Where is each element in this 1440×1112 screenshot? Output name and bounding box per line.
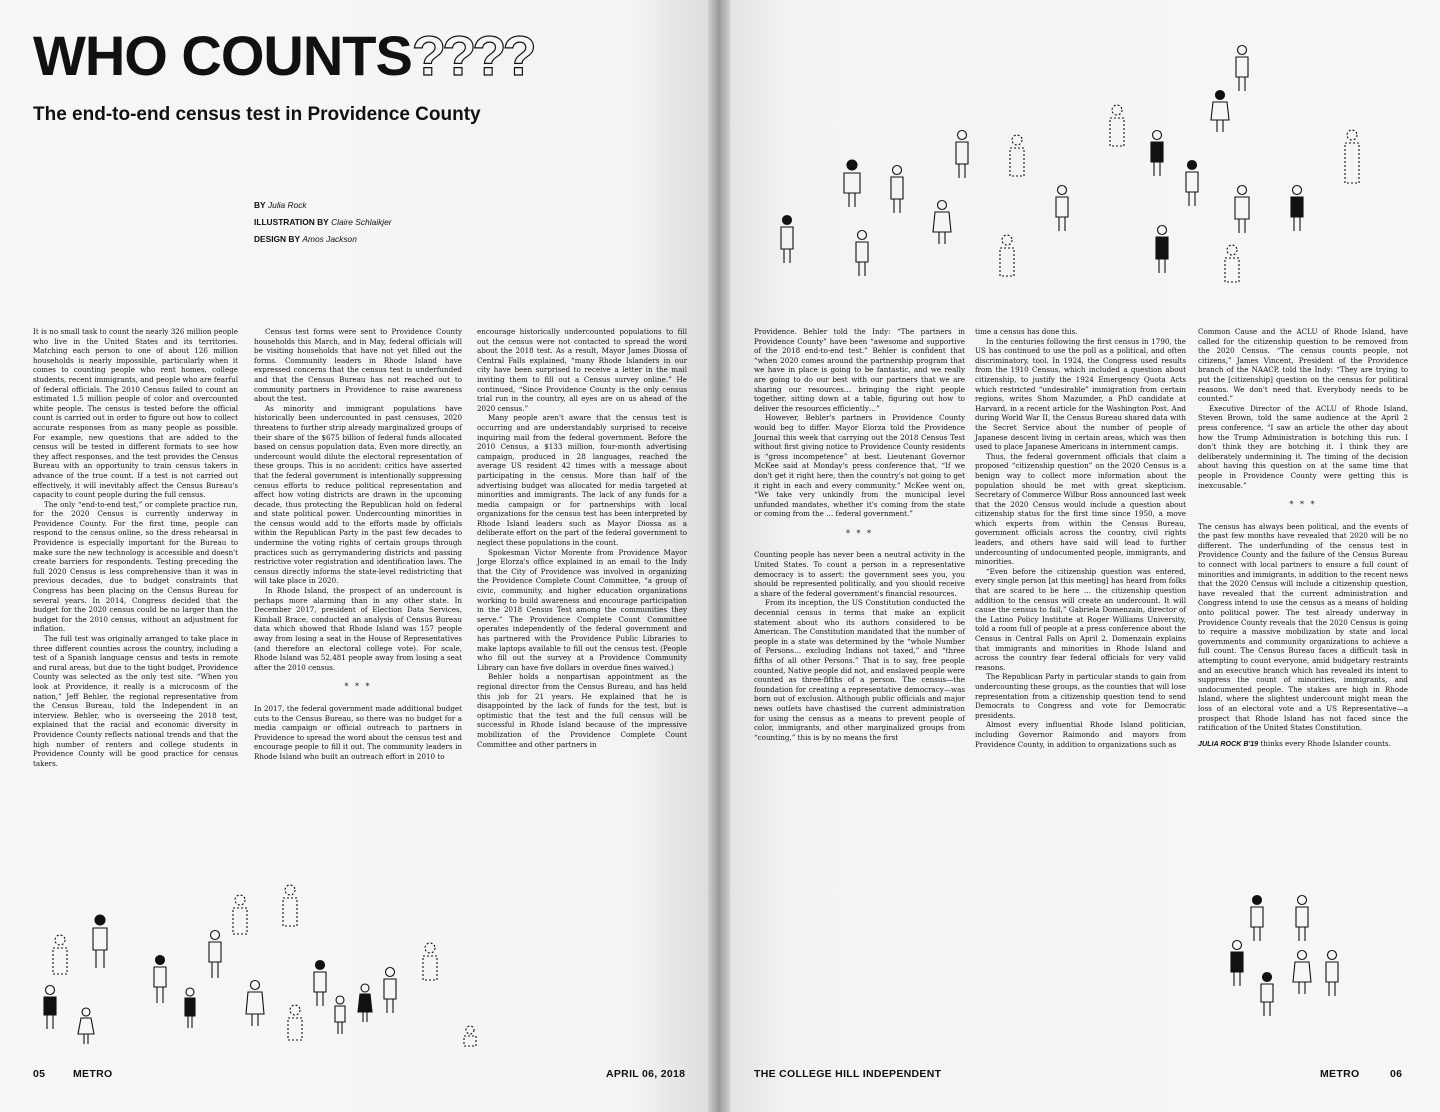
paragraph: “Even before the citizenship question was entered, every single person [at this meeting] has heard from folks that are scared to be here … the citizenship question addition to the census will create an undercount. It will cause the census to fail,” Gabriela Domenzain, director of the Latino Policy Institute at Roger Williams University, told a room full of people at a press conference about the Census in Central Falls on April 2. Domenzain explains that immigrants and minorities in Rhode Island and across the country fear federal officials for very valid reasons. — [975, 566, 1186, 672]
article-column-6 — [1198, 327, 1408, 749]
subheadline: The end-to-end census test in Providence County — [33, 104, 481, 125]
person-figure — [78, 1008, 94, 1044]
person-figure — [1251, 896, 1263, 942]
author-bio-name: JULIA ROCK B'19 — [1198, 739, 1259, 748]
section-separator: * * * — [344, 682, 372, 692]
person-figure — [154, 956, 166, 1004]
article-column-1 — [33, 327, 238, 768]
paragraph: The only “end-to-end test,” or complete practice run, for the 2020 Census is currently underway in Providence County. For the first time, people can respond to the census online, so the dress rehearsal in Providence is especially important for the Bureau to make sure the new technology is accessible and doesn't create barriers for respondents. Testing preceding the full 2020 Census is less comprehensive than it was in previous decades, due to budget constraints that Congress has been placing on the Census Bureau for several years. In 2014, Congress decided that the budget for the 2020 census could be no larger than the budget for the 2010 census, without an adjustment for inflation. — [33, 499, 238, 634]
person-figure — [1291, 186, 1303, 232]
person-outline — [1110, 105, 1124, 146]
headline-main: WHO COUNTS — [33, 24, 412, 87]
paragraph: As minority and immigrant populations have historically been undercounted in past censuses, 2020 threatens to further strip already marginalized groups of their share of the $675 billion of federal funds allocated based on census population data. Even more directly, an undercount would dilute the electoral representation of these groups. This is no accident: critics have asserted that the federal government is intentionally suppressing census efforts to reduce political representation and affect how voting districts are drawn in the upcoming decade, thus protecting the Republican hold on federal and state political power. Undercounting minorities in the census would add to the efforts made by officials within the Republican Party in the past few decades to undermine the voting rights of certain groups through practices such as gerrymandering districts and passing restrictive voter registration and identification laws. The census directly informs the state-level redistricting that will take place in 2020. — [254, 403, 462, 586]
person-figure — [1261, 973, 1273, 1017]
person-figure — [844, 160, 860, 207]
page-number-right: 06 — [1390, 1068, 1403, 1080]
left-page — [0, 0, 714, 1112]
credit-illustration: ILLUSTRATION BY Claire Schlaikjer — [254, 217, 392, 227]
person-figure — [933, 201, 951, 245]
people-illustration-bottom-right — [1212, 885, 1412, 1035]
paragraph: encourage historically undercounted populations to fill out the census were not contacted to spread the word about the 2018 test. As a result, Mayor James Diossa of Central Falls explained, “many Rhode Islanders in our city have been surprised to receive a letter in the mail inviting them to fill out a Census survey online.” He continued, “Since Providence County is the only census trial run in the country, all eyes are on us ahead of the 2020 census.” — [477, 327, 687, 413]
headline — [33, 24, 533, 87]
right-page — [722, 0, 1440, 1112]
person-outline — [1225, 245, 1239, 282]
person-figure — [1293, 951, 1311, 995]
person-figure — [1186, 161, 1198, 207]
person-figure — [1056, 186, 1068, 232]
person-figure — [781, 216, 793, 264]
page-number-left: 05 — [33, 1068, 46, 1080]
person-figure — [314, 961, 326, 1007]
person-figure — [1236, 46, 1248, 92]
headline-question-marks: ???? — [411, 24, 533, 87]
section-separator: * * * — [1289, 500, 1317, 510]
paragraph: From its inception, the US Constitution conducted the decennial census in terms that make an explicit statement about who its authors considered to be American. The Constitution mandated that the number of people in a state was determined by the “whole Number of Persons… excluding Indians not taxed,” and “three fifths of all other Persons.” That is to say, free people counted, Native people did not, and enslaved people were counted as three-fifths of a person. The census—the foundation for creating a representative democracy—was born out of exclusion. Although public officials and major news outlets have chastised the current administration for using the census as a means to prevent people of color, immigrants, and other marginalized groups from “counting,” this is by no means the first — [754, 598, 965, 742]
paragraph: Providence. Behler told the Indy: “The partners in Providence County” have been “awesome and supportive of the 2018 end-to-end test.” Behler is confident that “when 2020 comes around the partnership program that we have in place is going to be fantastic, and we really are going to do our best with our partners that we are sharing our resources… bringing the right people together, sitting down at a table, figuring out how to deliver the resources efficiently…” — [754, 327, 965, 413]
person-figure — [209, 931, 221, 979]
paragraph: Spokesman Victor Morente from Providence Mayor Jorge Elorza's office explained in an email to the Indy that the City of Providence was involved in organizing the Providence Complete Count Committee, “a group of civic, community, and higher education organizations working to build awareness and encourage participation in the 2018 Census Test among the communities they serve.” The Providence Complete Count Committee operates independently of the federal government and has partnered with the Providence Public Libraries to make laptops available to fill out the census test. (People who fill out the survey at a Providence Community Library can have five dollars in overdue fines waived.) — [477, 547, 687, 672]
paragraph: It is no small task to count the nearly 326 million people who live in the United States and its territories. Matching each person to one of about 126 million households is nearly impossible, particularly when it comes to counting people who rent homes, college students, recent immigrants, and people who are fearful of federal officials. The 2010 Census failed to count an estimated 1.5 million people of color and overcounted white people. The census is tested before the official count is carried out in order to figure out how to collect accurate responses from as many people as possible. For example, new questions that are added to the census will be tested in different formats to see how they affect responses, and the test provides the Census Bureau with an opportunity to train census takers in advance of the true count. If a test is not carried out effectively, it will inevitably affect the Census Bureau's capacity to count people during the full census. — [33, 327, 238, 500]
paragraph: Behler holds a nonpartisan appointment as the regional director from the Census Bureau, and has held this job for 21 years. He explained that he is disappointed by the lack of funds for the test, but is optimistic that the test and the full census will be successful in Rhode Island because of the impressive mobilization of the Providence Complete Count Committee and other partners in — [477, 672, 687, 749]
paragraph: In 2017, the federal government made additional budget cuts to the Census Bureau, so there was no budget for a media campaign or official outreach to partners in Providence to spread the word about the census test and encourage people to fill it out. The community leaders in Rhode Island who built an outreach effort in 2010 to — [254, 703, 462, 761]
person-outline — [1010, 135, 1024, 176]
person-outline — [423, 943, 437, 980]
spine-gutter — [708, 0, 730, 1112]
person-figure — [1231, 941, 1243, 987]
paragraph: In Rhode Island, the prospect of an undercount is perhaps more alarming than in any other state. In December 2017, president of Election Data Services, Kimball Brace, conducted an analysis of Census Bureau data which showed that Rhode Island was 157 people away from losing a seat in the House of Representatives (and therefore an electoral college vote). For scale, Rhode Island was 52,481 people away from losing a seat after the 2010 census. — [254, 586, 462, 672]
person-outline — [1000, 235, 1014, 276]
person-figure — [358, 984, 372, 1022]
paragraph: time a census has done this. — [975, 327, 1078, 336]
paragraph: Census test forms were sent to Providence County households this March, and in May, federal officials will be visiting households that have not yet filled out the forms. Community leaders in Rhode Island have expressed concerns that the census test is underfunded and that the Census Bureau has not reached out to community partners in Providence to raise awareness about the test. — [254, 327, 462, 404]
paragraph: Many people aren't aware that the census test is occurring and are understandably surprised to receive inquiring mail from the federal government. Before the 2010 Census, a $133 million, four-month advertising campaign, produced in 28 languages, reached the average US resident 42 times with a message about participating in the census. More than half of the advertising budget was allocated for media targeted at minorities and immigrants. The lack of any funds for a media campaign or for partnerships with local organizations for the census test has been interpreted by Rhode Island leaders such as Mayor Diossa as a deliberate effort on the part of the federal government to neglect these populations in the count. — [477, 413, 687, 548]
person-figure — [246, 981, 264, 1027]
person-outline — [53, 935, 67, 974]
section-label-left: METRO — [73, 1068, 113, 1080]
article-column-5 — [975, 327, 1186, 749]
credit-design: DESIGN BY Amos Jackson — [254, 234, 357, 244]
person-outline — [283, 885, 297, 926]
person-figure — [1235, 186, 1249, 234]
paragraph: Thus, the federal government officials that claim a proposed “citizenship question” on the 2020 Census is a benign way to collect more information about the population should be met with great skepticism. Secretary of Commerce Wilbur Ross announced last week that the 2020 Census would include a question about citizenship status for the first time since 1950, a move which experts from within the Census Bureau, government officials across the country, civil rights leaders, and others have said will lead to further undercounting of undocumented people, immigrants, and minorities. — [975, 451, 1186, 567]
paragraph: Common Cause and the ACLU of Rhode Island, have called for the citizenship question to be removed from the 2020 Census. “The census counts people, not citizens,” James Vincent, President of the Providence branch of the NAACP, told the Indy: “They are trying to put the [citizenship] question on the census for political reasons. We don't need that. Everybody needs to be counted.” — [1198, 327, 1408, 404]
person-outline — [464, 1026, 476, 1046]
paragraph: In the centuries following the first census in 1790, the US has continued to use the poll as a political, and often discriminatory, tool. In 1924, the Congress used results from the 1910 Census, which included a question about citizenship, to justify the 1924 Emergency Quota Acts which restricted “undesirable” immigration from certain regions, writes Shom Mazumder, a PhD candidate at Harvard, in a recent article for the Washington Post. And during World War II, the Census Bureau shared data with the Secret Service about the number of people of Japanese descent living in certain areas, which was then used to place Japanese Americans in internment camps. — [975, 336, 1186, 452]
paragraph: Counting people has never been a neutral activity in the United States. To count a person in a representative democracy is to assert: the government sees you, you should be represented politically, and you should receive a share of the federal government's financial resources. — [754, 550, 965, 598]
people-illustration-bottom-left — [20, 880, 500, 1050]
person-outline — [233, 895, 247, 934]
author-bio-text: thinks every Rhode Islander counts. — [1258, 738, 1391, 748]
paragraph: Executive Director of the ACLU of Rhode Island, Steven Brown, told the same audience at the April 2 press conference, “I saw an article the other day about how the Trump Administration is botching this run. I don't think they are botching it. I think they are deliberately undermining it. The timing of the decision about having this question on at the same time that people in Providence County were getting this is inexcusable.” — [1198, 403, 1408, 490]
credits — [254, 197, 392, 248]
paragraph: Almost every influential Rhode Island politician, including Governor Raimondo and mayors from Providence County, in addition to organizations such as — [975, 720, 1186, 749]
person-figure — [1296, 896, 1308, 942]
article-column-2 — [254, 327, 462, 762]
people-illustration-top-right — [762, 40, 1402, 300]
person-outline — [288, 1005, 302, 1040]
person-figure — [93, 915, 107, 968]
person-figure — [44, 986, 56, 1030]
person-figure — [1326, 951, 1338, 997]
article-column-3 — [477, 327, 687, 749]
paragraph: The full test was originally arranged to take place in three different counties across the country, including a test of a Spanish language census and tests in remote and rural areas, but due to the tight budget, Providence County was selected as the only test site. “When you look at Providence, it really is a microcosm of the nation,” Jeff Behler, the regional representative from the Census Bureau, told the Independent in an interview. Behler, who is overseeing the 2018 test, explained that the racial and economic diversity in Providence County reflects national trends and that the high number of renters and college students in Providence County will be good practice for census takers. — [33, 634, 238, 768]
paragraph: However, Behler's partners in Providence County would beg to differ. Mayor Elorza told the Providence Journal this week that carrying out the 2018 Census Test without first giving notice to Providence County residents is “gross incompetence” at best. Lieutenant Governor McKee said at Monday's press conference that, “If we don't get it right here, then the country's not going to get it right in each and every community.” McKee went on, “We take very unkindly from the municipal level unfunded mandates, whether it's coming from the state or coming from the … federal government.” — [754, 413, 965, 519]
issue-date: APRIL 06, 2018 — [606, 1068, 686, 1080]
section-label-right: METRO — [1320, 1068, 1360, 1080]
article-column-4 — [754, 327, 965, 742]
person-outline — [1345, 130, 1359, 183]
person-figure — [891, 166, 903, 214]
author-bio — [1198, 739, 1408, 750]
section-separator: * * * — [845, 528, 874, 538]
credit-author: BY Julia Rock — [254, 200, 307, 210]
person-figure — [384, 968, 396, 1014]
person-figure — [1156, 226, 1168, 274]
person-figure — [956, 131, 968, 179]
publication-name: THE COLLEGE HILL INDEPENDENT — [754, 1068, 942, 1080]
person-figure — [856, 231, 868, 277]
person-figure — [1211, 91, 1229, 133]
paragraph: The Republican Party in particular stands to gain from undercounting these groups, as the counties that will lose representation from a citizenship question tend to send Democrats to Congress and vote for Democratic presidents. — [975, 672, 1186, 720]
person-figure — [1151, 131, 1163, 177]
person-figure — [335, 996, 345, 1034]
person-figure — [185, 988, 195, 1028]
paragraph: The census has always been political, and the events of the past few months have revealed that 2020 will be no different. The underfunding of the census test in Providence County and the failure of the Census Bureau to connect with local partners to ensure a full count of minorities and immigrants, in addition to the recent news that the 2020 Census will include a citizenship question, have revealed that the current administration and Congress intend to use the census as a means of holding onto political power. The test already underway in Providence County reveals that the 2020 Census is going to require a massive mobilization by state and local governments and community organizations to achieve a full count. The Census Bureau faces a difficult task in attempting to count everyone, amid budgetary restraints and an executive branch which has revealed its intent to suppress the count of minorities, immigrants, and undocumented people. The stakes are high in Rhode Island, where the slightest undercount might mean the loss of an electoral vote and a US Representative—a prospect that Rhode Island has not faced since the ratification of the United States Constitution. — [1198, 521, 1408, 733]
